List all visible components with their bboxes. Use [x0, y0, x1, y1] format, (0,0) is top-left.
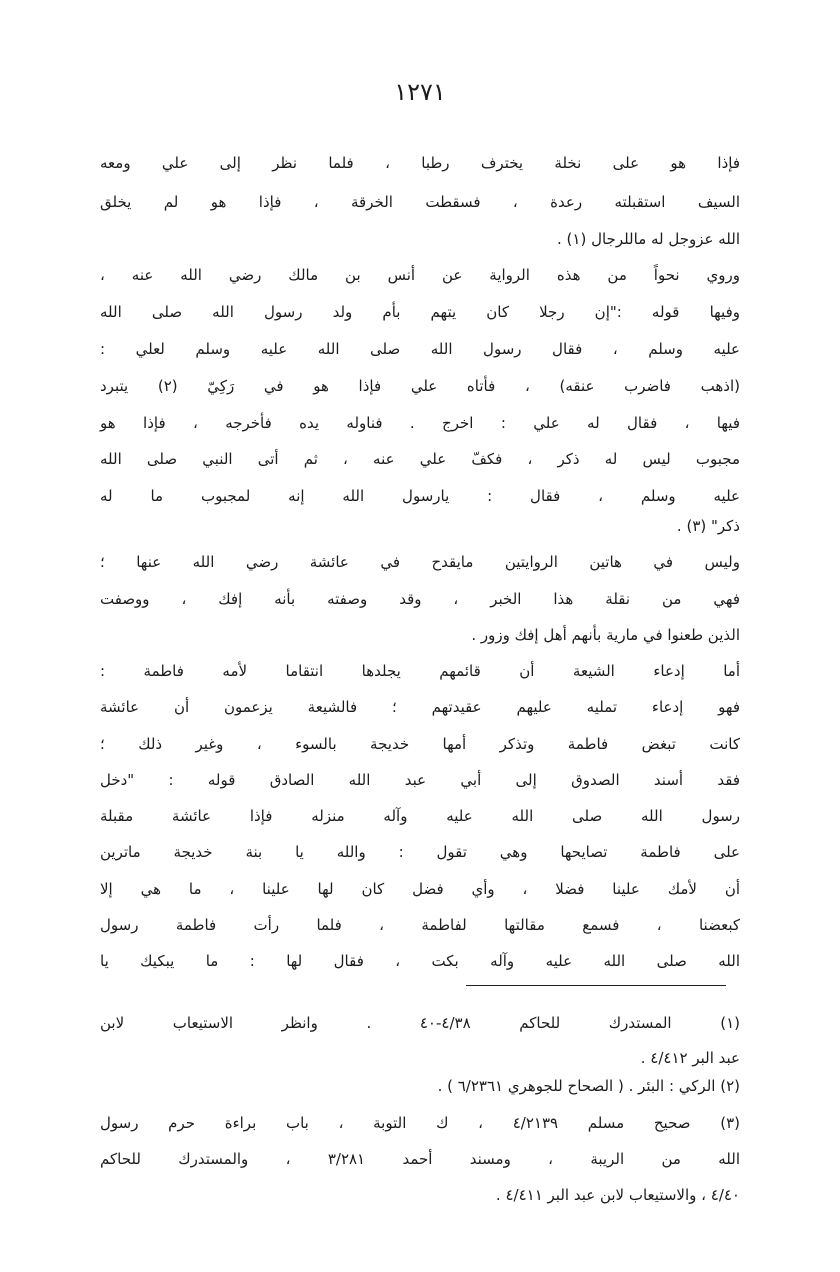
footnote-line: (١) المستدرك للحاكم ٤/٣٨-٤٠ . وانظر الاستيعاب لابن [100, 1014, 740, 1032]
page-number: ١٢٧١ [394, 78, 446, 106]
text-line: وليس في هاتين الروايتين مايقدح في عائشة رضي الله عنها ؛ [100, 553, 740, 571]
footnote-line: الله من الريبة ، ومسند أحمد ٣/٢٨١ ، والمستدرك للحاكم [100, 1150, 740, 1168]
text-line: فقد أسند الصدوق إلى أبي عبد الله الصادق قوله : "دخل [100, 771, 740, 789]
footnote-line: (٣) صحيح مسلم ٤/٢١٣٩ ، ك التوبة ، باب براءة حرم رسول [100, 1114, 740, 1132]
text-line: كانت تبغض فاطمة وتذكر أمها خديجة بالسوء ، وغير ذلك ؛ [100, 735, 740, 753]
text-line: على فاطمة تصايحها وهي تقول : والله يا بنة خديجة ماترين [100, 843, 740, 861]
text-line: عليه وسلم ، فقال : يارسول الله إنه لمجبوب ما له [100, 487, 740, 505]
text-line: الله عزوجل له ماللرجال (١) . [557, 230, 740, 248]
text-line: فإذا هو على نخلة يخترف رطبا ، فلما نظر إلى علي ومعه [100, 154, 740, 172]
text-line: أن لأمك علينا فضلا ، وأي فضل كان لها علينا ، ما هي إلا [100, 880, 740, 898]
text-line: رسول الله صلى الله عليه وآله منزله فإذا عائشة مقبلة [100, 807, 740, 825]
text-line: وفيها قوله :"إن رجلا كان يتهم بأم ولد رسول الله صلى الله [100, 303, 740, 321]
footnote-separator [466, 985, 726, 986]
text-line: السيف استقبلته رعدة ، فسقطت الخرقة ، فإذا هو لم يخلق [100, 193, 740, 211]
text-line: ذكر" (٣) . [676, 517, 740, 535]
text-line: أما إدعاء الشيعة أن قائمهم يجلدها انتقاما لأمه فاطمة : [100, 662, 740, 680]
footnote-line: ٤/٤٠ ، والاستيعاب لابن عبد البر ٤/٤١١ . [495, 1186, 740, 1204]
text-line: (اذهب فاضرب عنقه) ، فأتاه علي فإذا هو في رَكِيّ (٢) يتبرد [100, 377, 740, 395]
text-line: فيها ، فقال له علي : اخرج . فناوله يده فأخرجه ، فإذا هو [100, 414, 740, 432]
text-line: كبعضنا ، فسمع مقالتها لفاطمة ، فلما رأت فاطمة رسول [100, 916, 740, 934]
text-line: عليه وسلم ، فقال رسول الله صلى الله عليه وسلم لعلي : [100, 340, 740, 358]
text-line: الذين طعنوا في مارية بأنهم أهل إفك وزور . [471, 626, 740, 644]
text-line: فهو إدعاء تمليه عليهم عقيدتهم ؛ فالشيعة يزعمون أن عائشة [100, 698, 740, 716]
text-line: فهي من نقلة هذا الخبر ، وقد وصفته بأنه إفك ، ووصفت [100, 590, 740, 608]
footnote-line: (٢) الركي : البئر . ( الصحاح للجوهري ٦/٢٣٦١ ) . [437, 1077, 740, 1095]
footnote-line: عبد البر ٤/٤١٢ . [640, 1049, 740, 1067]
text-line: الله صلى الله عليه وآله بكت ، فقال لها : ما يبكيك يا [100, 952, 740, 970]
text-line: وروي نحواً من هذه الرواية عن أنس بن مالك رضي الله عنه ، [100, 266, 740, 284]
text-line: مجبوب ليس له ذكر ، فكفّ علي عنه ، ثم أتى النبي صلى الله [100, 450, 740, 468]
